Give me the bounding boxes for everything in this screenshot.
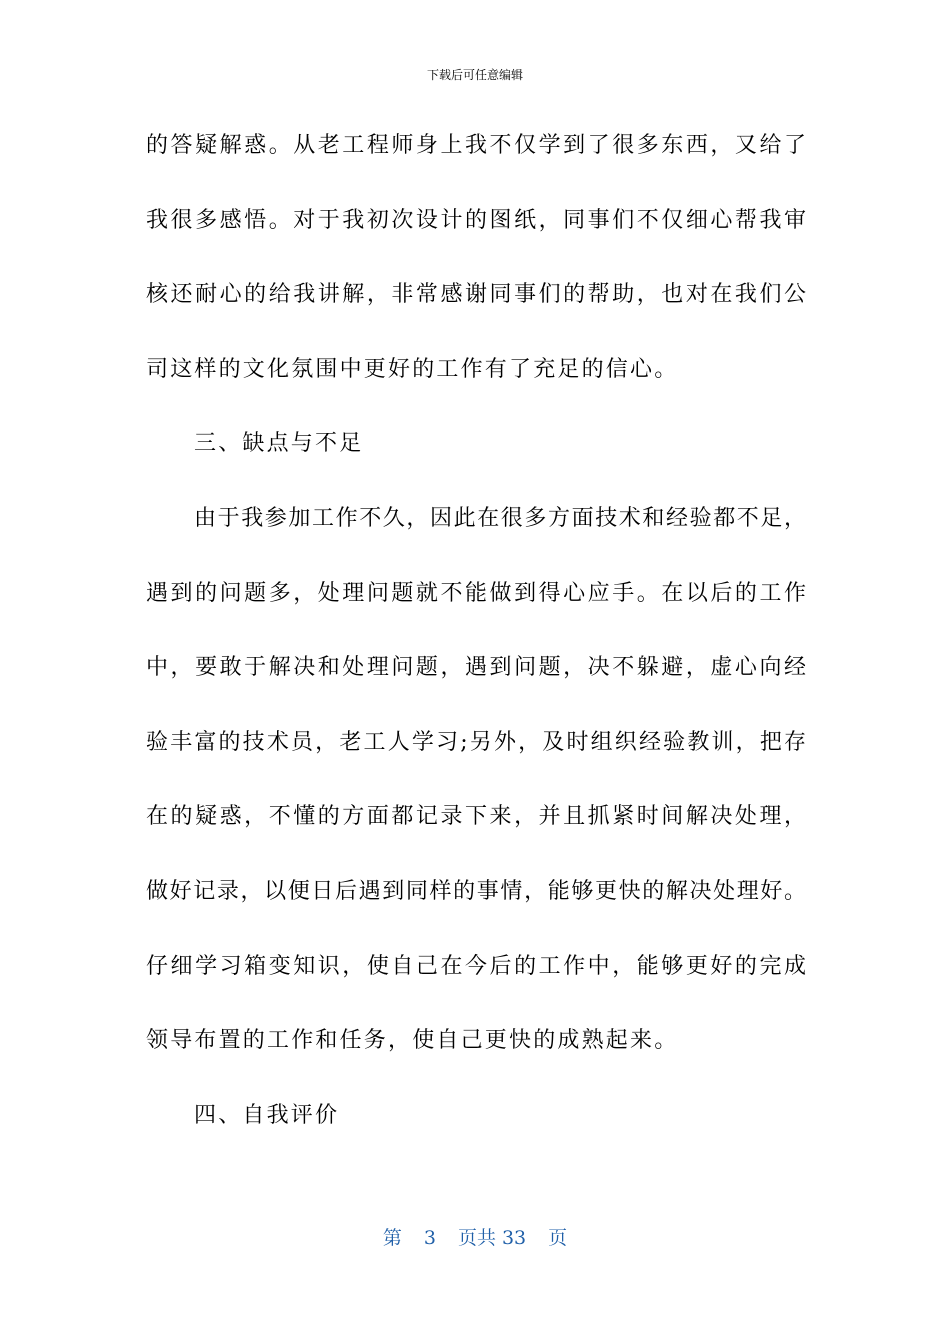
footer-suffix: 页 <box>548 1227 568 1249</box>
paragraph-line: 遇到的问题多，处理问题就不能做到得心应手。在以后的工作 <box>146 580 806 606</box>
paragraph-line: 中，要敢于解决和处理问题，遇到问题，决不躲避，虚心向经 <box>146 655 806 681</box>
section-heading: 四、自我评价 <box>194 1102 340 1128</box>
section-heading: 三、缺点与不足 <box>194 431 364 457</box>
footer-middle: 页共 <box>457 1227 496 1249</box>
paragraph-line: 的答疑解惑。从老工程师身上我不仅学到了很多东西，又给了 <box>146 133 806 158</box>
page-footer <box>0 1224 950 1252</box>
body-text <box>146 120 806 1164</box>
paragraph-line: 核还耐心的给我讲解，非常感谢同事们的帮助，也对在我们公 <box>146 282 806 308</box>
page-header: 下载后可任意编辑 <box>426 68 523 82</box>
paragraph-line: 做好记录，以便日后遇到同样的事情，能够更快的解决处理好。 <box>146 878 806 904</box>
paragraph-line: 验丰富的技术员，老工人学习;另外，及时组织经验教训，把存 <box>146 729 806 755</box>
paragraph-line: 仔细学习箱变知识，使自己在今后的工作中，能够更好的完成 <box>146 953 806 979</box>
footer-current-page: 3 <box>423 1227 436 1249</box>
paragraph-line: 由于我参加工作不久，因此在很多方面技术和经验都不足， <box>194 505 806 531</box>
paragraph-line: 在的疑惑，不懂的方面都记录下来，并且抓紧时间解决处理， <box>146 804 806 830</box>
footer-prefix: 第 <box>382 1227 402 1249</box>
paragraph-line: 我很多感悟。对于我初次设计的图纸，同事们不仅细心帮我审 <box>146 207 806 233</box>
footer-total-pages: 33 <box>501 1227 527 1249</box>
paragraph-line: 司这样的文化氛围中更好的工作有了充足的信心。 <box>146 356 679 382</box>
paragraph-line: 领导布置的工作和任务，使自己更快的成熟起来。 <box>146 1028 679 1054</box>
